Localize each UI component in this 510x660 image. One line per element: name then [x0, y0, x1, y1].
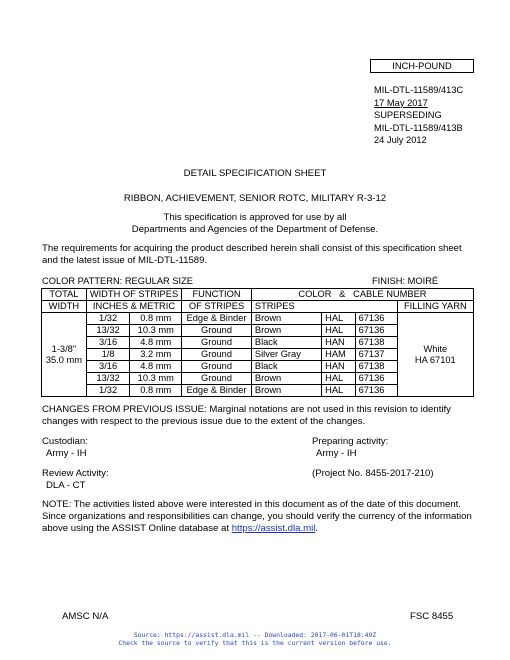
superseding-label: SUPERSEDING	[374, 110, 442, 120]
stripe-width-inches: 13/32	[86, 325, 130, 337]
stripe-width-mm: 3.2 mm	[130, 349, 182, 361]
stripe-width-inches: 1/32	[86, 313, 130, 325]
stripe-width-mm: 10.3 mm	[130, 373, 182, 385]
stripe-cable-number: 67138	[355, 337, 397, 349]
assist-link[interactable]: https://assist.dla.mil	[231, 522, 316, 534]
fsc-label: FSC 8455	[410, 611, 454, 622]
stripe-function: Ground	[182, 361, 252, 373]
source-line-1: Source: https://assist.dla.mil -- Downloaded: 2017-06-01T18:49Z	[133, 631, 377, 639]
stripe-function: Edge & Binder	[182, 385, 252, 397]
doc-date: 17 May 2017	[374, 97, 428, 108]
stripe-spec-table	[41, 288, 474, 397]
note-end: .	[315, 522, 319, 534]
review-activity-value: DLA - CT	[46, 480, 86, 491]
filling-yarn-color: White	[423, 343, 448, 354]
header-of-stripes: OF STRIPES	[182, 301, 252, 313]
document-identification	[374, 84, 463, 147]
stripe-code: HAN	[322, 337, 355, 349]
custodian-label: Custodian:	[42, 436, 88, 447]
header-function: FUNCTION	[182, 289, 252, 301]
header-color-cable: COLOR & CABLE NUMBER	[251, 289, 473, 301]
stripe-color: Brown	[251, 373, 321, 385]
stripe-function: Ground	[182, 325, 252, 337]
header-stripes: STRIPES	[251, 301, 397, 313]
stripe-color: Brown	[251, 325, 321, 337]
superseded-doc: MIL-DTL-11589/413B	[374, 122, 463, 133]
stripe-code: HAL	[322, 385, 355, 397]
preparing-activity-label: Preparing activity:	[312, 436, 389, 447]
stripe-color: Brown	[251, 313, 321, 325]
requirements-paragraph: The requirements for acquiring the product described herein shall consist of this specification sheet and the latest issue of MIL-DTL-11589.	[42, 243, 462, 266]
stripe-code: HAM	[322, 349, 355, 361]
stripe-width-inches: 3/16	[86, 337, 130, 349]
stripe-cable-number: 67136	[355, 325, 397, 337]
note-text: NOTE: The activities listed above were interested in this document as of the date of this document. Since organizations and responsibilities can change, you should verify the currency of the information above using the ASSIST Online database at	[42, 499, 472, 534]
stripe-width-inches: 1/8	[86, 349, 130, 361]
total-width-mm: 35.0 mm	[45, 354, 82, 365]
source-line-2: Check the source to verify that this is the current version before use.	[118, 639, 392, 647]
total-width-inches: 1-3/8"	[51, 343, 77, 354]
table-caption	[42, 276, 474, 288]
finish-label: FINISH: MOIRÉ	[372, 276, 439, 286]
stripe-cable-number: 67136	[355, 313, 397, 325]
custodian-value: Army - IH	[46, 448, 87, 459]
stripe-cable-number: 67136	[355, 373, 397, 385]
sheet-type-title: DETAIL SPECIFICATION SHEET	[183, 168, 327, 179]
note-paragraph	[42, 499, 474, 535]
stripe-width-mm: 10.3 mm	[130, 325, 182, 337]
stripe-code: HAL	[322, 325, 355, 337]
stripe-color: Silver Gray	[251, 349, 321, 361]
changes-paragraph: CHANGES FROM PREVIOUS ISSUE: Marginal notations are not used in this revision to identify changes with respect to the previous issue due to the extent of the changes.	[42, 404, 451, 427]
stripe-color: Black	[251, 361, 321, 373]
stripe-function: Ground	[182, 373, 252, 385]
stripe-width-mm: 0.8 mm	[130, 313, 182, 325]
filling-yarn-cable: HA 67101	[414, 354, 456, 365]
stripe-width-inches: 3/16	[86, 361, 130, 373]
stripe-function: Edge & Binder	[182, 313, 252, 325]
stripe-cable-number: 67137	[355, 349, 397, 361]
table-row	[42, 313, 474, 325]
stripe-color: Brown	[251, 385, 321, 397]
stripe-width-mm: 0.8 mm	[130, 385, 182, 397]
stripe-width-inches: 13/32	[86, 373, 130, 385]
preparing-activity-value: Army - IH	[316, 448, 357, 459]
stripe-function: Ground	[182, 337, 252, 349]
stripe-cable-number: 67136	[355, 385, 397, 397]
header-total: TOTAL	[42, 289, 87, 301]
superseded-date: 24 July 2012	[374, 135, 427, 145]
stripe-width-mm: 4.8 mm	[130, 337, 182, 349]
table-header-row-2	[42, 301, 474, 313]
approval-line-2: Departments and Agencies of the Department of Defense.	[131, 224, 379, 235]
item-title: RIBBON, ACHIEVEMENT, SENIOR ROTC, MILITARY R-3-12	[123, 193, 387, 204]
stripe-width-inches: 1/32	[86, 385, 130, 397]
header-inches-metric: INCHES & METRIC	[86, 301, 181, 313]
filling-yarn-cell	[397, 313, 473, 397]
stripe-function: Ground	[182, 349, 252, 361]
review-activity-label: Review Activity:	[42, 468, 109, 479]
header-width: WIDTH	[42, 301, 87, 313]
project-number: (Project No. 8455-2017-210)	[312, 468, 434, 479]
header-filling-yarn: FILLING YARN	[397, 301, 473, 313]
approval-line-1: This specification is approved for use by all	[163, 212, 347, 223]
inch-pound-label: INCH-POUND	[370, 59, 474, 73]
stripe-code: HAL	[322, 373, 355, 385]
table-header-row-1	[42, 289, 474, 301]
source-notice	[0, 631, 510, 647]
amsc-label: AMSC N/A	[62, 611, 109, 622]
stripe-code: HAL	[322, 313, 355, 325]
header-width-of-stripes: WIDTH OF STRIPES	[86, 289, 181, 301]
color-pattern-label: COLOR PATTERN: REGULAR SIZE	[42, 276, 194, 286]
stripe-code: HAN	[322, 361, 355, 373]
doc-number: MIL-DTL-11589/413C	[374, 85, 464, 95]
stripe-cable-number: 67138	[355, 361, 397, 373]
stripe-color: Black	[251, 337, 321, 349]
stripe-width-mm: 4.8 mm	[130, 361, 182, 373]
total-width-cell	[42, 313, 87, 397]
